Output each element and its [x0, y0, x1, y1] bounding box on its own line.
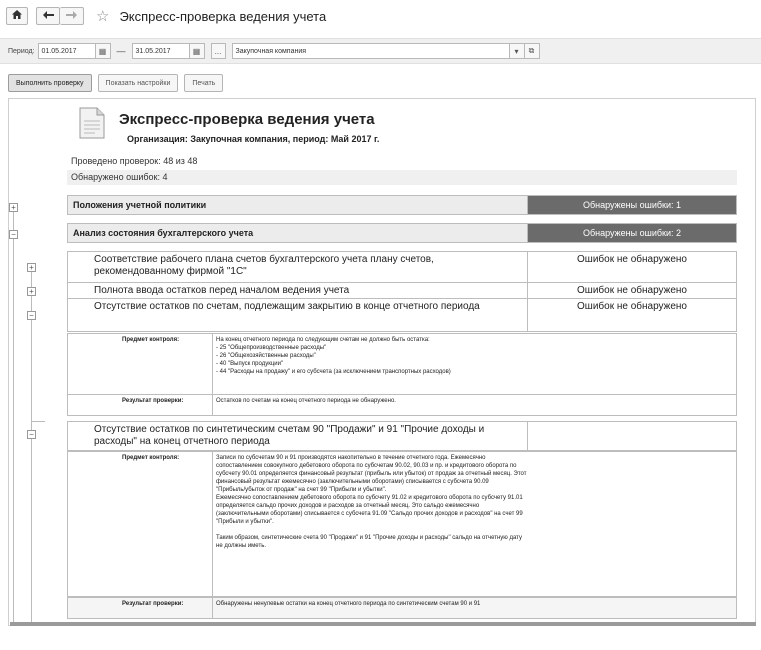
report-area	[8, 98, 756, 626]
check-detail-result	[67, 394, 737, 416]
check-status: Ошибок не обнаружено	[528, 283, 736, 298]
navigation-group	[36, 7, 84, 25]
check-label: Отсутствие остатков по синтетическим счетам 90 "Продажи" и 91 "Прочие доходы и расходы" на конец отчетного периода	[68, 422, 528, 450]
errors-found-text: Обнаружено ошибок: 4	[67, 170, 737, 185]
check-detail-subject	[67, 333, 737, 395]
detail-line: На конец отчетного периода по следующим счетам не должно быть остатка:	[216, 337, 430, 343]
status-badge: Обнаружены ошибки: 2	[528, 224, 736, 242]
organization-input[interactable]: Закупочная компания	[232, 43, 510, 59]
command-bar	[8, 74, 229, 92]
check-row[interactable]	[67, 421, 737, 451]
expand-icon[interactable]: +	[27, 287, 36, 296]
detail-subject-text	[213, 334, 736, 394]
period-label: Период:	[8, 47, 35, 55]
group-line	[31, 421, 45, 422]
group-line	[13, 209, 14, 626]
collapse-icon[interactable]: −	[27, 430, 36, 439]
detail-line: "Прибыль/убыток от продаж" на счет 99 "Прибыли и убытки".	[216, 487, 387, 493]
document-icon	[79, 107, 105, 139]
open-link-icon[interactable]: ⧉	[525, 43, 540, 59]
period-select-button[interactable]: ...	[211, 43, 226, 59]
forward-arrow-icon	[66, 10, 77, 22]
detail-subject-label: Предмет контроля:	[68, 334, 213, 394]
detail-line: - 26 "Общехозяйственные расходы"	[216, 353, 316, 359]
check-detail-subject	[67, 451, 737, 597]
detail-line: - 40 "Выпуск продукции"	[216, 361, 284, 367]
group-line	[31, 439, 32, 626]
report-title: Экспресс-проверка ведения учета	[119, 111, 375, 128]
detail-line: "Прибыли и убытки".	[216, 519, 274, 525]
detail-line: - 25 "Общепроизводственные расходы"	[216, 345, 327, 351]
back-arrow-icon	[43, 10, 54, 22]
check-label: Отсутствие остатков по счетам, подлежащим закрытию в конце отчетного периода	[68, 299, 528, 331]
check-status: Обнаружены ошибки	[528, 422, 736, 450]
detail-line: Записи по субсчетам 90 и 91 производятся накопительно в течение отчетного года. Ежемесячно	[216, 455, 486, 461]
section-row[interactable]	[67, 223, 737, 243]
detail-line: Ежемесячно сопоставлением дебетового оборота по субсчету 91.02 и кредитового оборота по субсчету 91.01	[216, 495, 523, 501]
detail-result-text: Обнаружены ненулевые остатки на конец отчетного периода по синтетическим счетам 90 и 91	[213, 598, 736, 618]
back-button[interactable]	[36, 7, 60, 25]
detail-line: не должны иметь.	[216, 543, 266, 549]
detail-line: финансовый результат ежемесячно (заключительными оборотами) списывается с субсчета 90.09	[216, 479, 489, 485]
check-row[interactable]	[67, 251, 737, 283]
expand-icon[interactable]: +	[27, 263, 36, 272]
status-badge: Обнаружены ошибки: 1	[528, 196, 736, 214]
date-separator: —	[116, 46, 126, 56]
section-label: Анализ состояния бухгалтерского учета	[68, 224, 528, 242]
run-check-button[interactable]: Выполнить проверку	[8, 74, 92, 92]
forward-button[interactable]	[60, 7, 84, 25]
check-label: Соответствие рабочего плана счетов бухгалтерского учета плану счетов, рекомендованному фирмой "1С"	[68, 252, 528, 282]
detail-subject-label: Предмет контроля:	[68, 452, 213, 596]
window-title: Экспресс-проверка ведения учета	[119, 8, 327, 24]
show-settings-button[interactable]: Показать настройки	[98, 74, 179, 92]
star-icon[interactable]: ☆	[96, 8, 110, 25]
collapse-icon[interactable]: −	[9, 230, 18, 239]
detail-line: Таким образом, синтетические счета 90 "Продажи" и 91 "Прочие доходы и расходы" сальдо на отчетную дату	[216, 535, 522, 541]
detail-line: (заключительными оборотами) списывается с субсчета 91.09 "Сальдо прочих доходов и расходов" на счет 99	[216, 511, 523, 517]
calendar-icon[interactable]: ▦	[96, 43, 111, 59]
home-button[interactable]	[6, 7, 28, 25]
detail-subject-text	[213, 452, 736, 596]
check-row[interactable]	[67, 298, 737, 332]
check-row[interactable]	[67, 282, 737, 299]
detail-result-label: Результат проверки:	[68, 395, 213, 415]
print-button[interactable]: Печать	[184, 74, 223, 92]
home-icon	[12, 10, 22, 22]
horizontal-scrollbar[interactable]	[10, 622, 756, 626]
detail-line: - 44 "Расходы на продажу" и его субсчета (за исключением транспортных расходов)	[216, 369, 451, 375]
calendar-icon[interactable]: ▦	[190, 43, 205, 59]
section-row[interactable]	[67, 195, 737, 215]
detail-result-label: Результат проверки:	[68, 598, 213, 618]
window-titlebar	[0, 0, 761, 32]
detail-line	[216, 526, 733, 534]
report-subtitle: Организация: Закупочная компания, период: Май 2017 г.	[127, 134, 380, 144]
date-to-input[interactable]: 31.05.2017	[132, 43, 190, 59]
check-status: Ошибок не обнаружено	[528, 299, 736, 331]
check-label: Полнота ввода остатков перед началом ведения учета	[68, 283, 528, 298]
check-detail-result	[67, 597, 737, 619]
detail-result-text: Остатков по счетам на конец отчетного периода не обнаружено.	[216, 398, 396, 404]
period-filter-bar	[0, 38, 761, 64]
section-label: Положения учетной политики	[68, 196, 528, 214]
chevron-down-icon[interactable]: ▾	[510, 43, 525, 59]
expand-icon[interactable]: +	[9, 203, 18, 212]
date-from-input[interactable]: 01.05.2017	[38, 43, 96, 59]
collapse-icon[interactable]: −	[27, 311, 36, 320]
detail-line: субсчету 90.01 определяется финансовый результат (прибыль или убыток) от продаж за отчетный месяц. Этот	[216, 471, 527, 477]
checks-done-text: Проведено проверок: 48 из 48	[71, 156, 198, 166]
detail-line: сопоставлением совокупного дебетового оборота по субсчетам 90.02, 90.03 и пр. и кредитового оборота по	[216, 463, 517, 469]
detail-line: определяется сальдо прочих доходов и расходов за отчетный месяц. Это сальдо ежемесячно	[216, 503, 480, 509]
check-status: Ошибок не обнаружено	[528, 252, 736, 282]
